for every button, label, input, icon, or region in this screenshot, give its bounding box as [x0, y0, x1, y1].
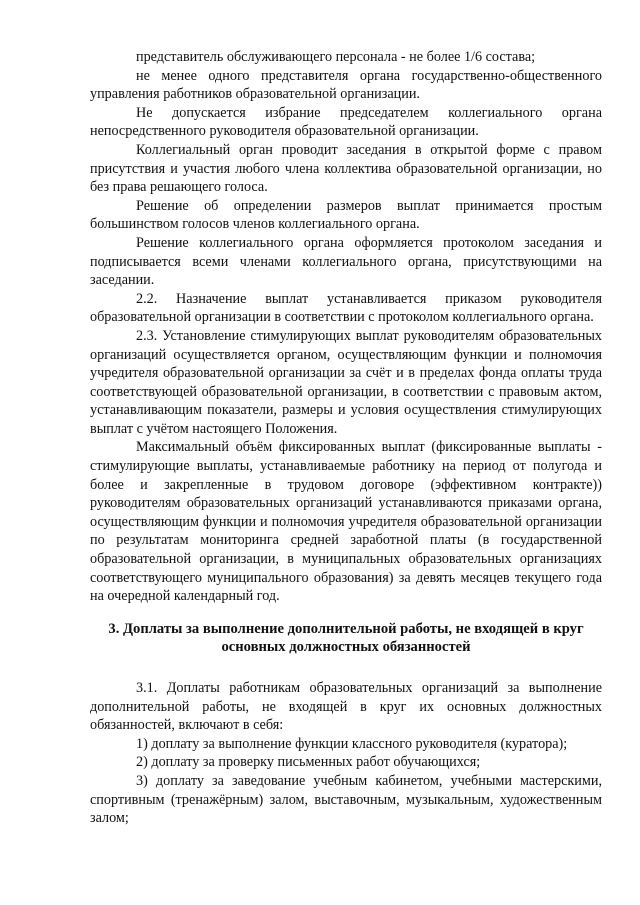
section-heading [90, 620, 602, 657]
document-page [90, 48, 602, 828]
paragraph: 3.1. Доплаты работникам образовательных организаций за выполнение дополнительной работы, не входящей в круг их основных должностных обязанностей, включают в себя: [90, 680, 602, 734]
paragraph: 2.2. Назначение выплат устанавливается приказом руководителя образовательной организации в соответствии с протоколом коллегиального органа. [90, 290, 602, 326]
paragraph: Не допускается избрание председателем коллегиального органа непосредственного руководителя образовательной организации. [90, 104, 602, 140]
list-item: 2) доплату за проверку письменных работ обучающихся; [136, 754, 481, 771]
paragraph: Решение коллегиального органа оформляется протоколом заседания и подписывается всеми членами коллегиального органа, присутствующими на заседании. [90, 234, 602, 289]
paragraph: 2.3. Установление стимулирующих выплат руководителям образовательных организаций осуществляется органом, осуществляющим функции и полномочия учредителя образовательной организации за счёт и в пределах фонда оплаты труда соответствующей образовательной организации, в соответствии с правовым актом, устанавливающим показатели, размеры и условия осуществления стимулирующих выплат с учётом настоящего Положения. [90, 327, 602, 437]
paragraph: Максимальный объём фиксированных выплат (фиксированные выплаты - стимулирующие выплаты, устанавливаемые работнику на период от полугода и более и закрепленные в трудовом договоре (эффективном контракте)) руководителям образовательных организаций устанавливаются приказами органа, осуществляющим функции и полномочия учредителя образовательной организации по результатам мониторинга средней заработной платы (в государственной образовательной организации, в муниципальных образовательных организациях соответствующего муниципального образования) за девять месяцев текущего года на очередной календарный год. [90, 439, 602, 605]
section-heading-line: основных должностных обязанностей [221, 639, 471, 656]
paragraph: не менее одного представителя органа государственно-общественного управления работников образовательной организации. [90, 67, 602, 103]
paragraph: Решение об определении размеров выплат принимается простым большинством голосов членов коллегиального органа. [90, 197, 602, 233]
paragraph: Коллегиальный орган проводит заседания в открытой форме с правом присутствия и участия любого члена коллектива образовательной организации, но без права решающего голоса. [90, 141, 602, 196]
list-item: 3) доплату за заведование учебным кабинетом, учебными мастерскими, спортивным (тренажёрным) залом, выставочным, музыкальным, художественным залом; [90, 772, 602, 827]
list-item: 1) доплату за выполнение функции классного руководителя (куратора); [136, 735, 568, 752]
paragraph: представитель обслуживающего персонала - не более 1/6 состава; [136, 49, 536, 65]
section-heading-line: 3. Доплаты за выполнение дополнительной работы, не входящей в круг [108, 620, 584, 637]
